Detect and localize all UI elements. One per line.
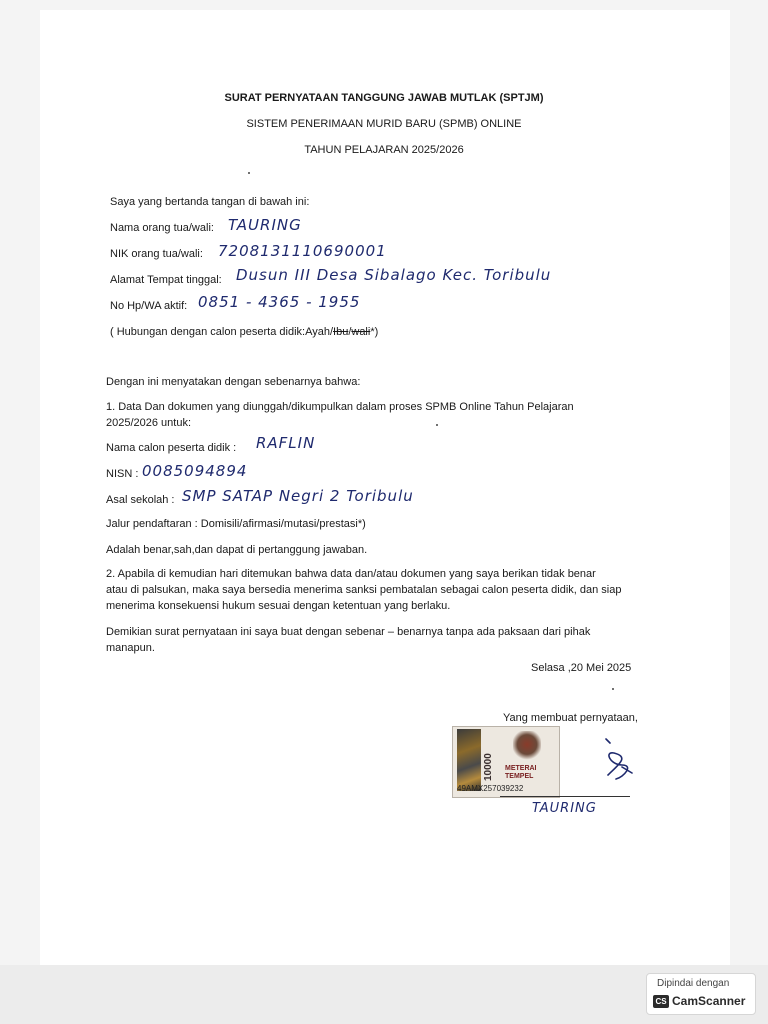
document-system: SISTEM PENERIMAAN MURID BARU (SPMB) ONLINE [246,118,522,130]
point2-line1: 2. Apabila di kemudian hari ditemukan bahwa data dan/atau dokumen yang saya berikan tidak benar [106,568,596,580]
scan-speck [248,172,250,174]
point2-line2: atau di palsukan, maka saya bersedia menerima sanksi pembatalan sebagai calon peserta didik, dan siap [106,584,622,596]
camscanner-badge [646,973,756,1015]
nisn-value: 0085094894 [142,462,248,480]
intro-text: Saya yang bertanda tangan di bawah ini: [110,196,310,208]
maker-label: Yang membuat pernyataan, [503,712,638,724]
address-label: Alamat Tempat tinggal: [110,274,222,286]
stamp-label-line2: TEMPEL [505,773,534,780]
document-title: SURAT PERNYATAAN TANGGUNG JAWAB MUTLAK (SPTJM) [224,92,544,104]
parent-nik-label: NIK orang tua/wali: [110,248,203,260]
signer-name: TAURING [532,801,597,816]
point1-line2: 2025/2026 untuk: [106,417,192,429]
relation-suffix: *) [370,326,379,338]
relation-struck-guardian: wali [351,326,371,338]
student-name-label: Nama calon peserta didik : [106,442,237,454]
scanner-brand: CamScanner [672,994,746,1008]
signature-icon [600,735,640,783]
parent-nik-value: 7208131110690001 [218,242,387,260]
stamp-label-line1: METERAI [505,765,537,772]
relation-separator: / [348,326,352,338]
relation-prefix: ( Hubungan dengan calon peserta didik:Ayah/ [110,326,334,338]
meterai-stamp [452,726,560,798]
relation-line [110,326,378,338]
nisn-label: NISN : [106,468,139,480]
stamp-value: 10000 [483,753,494,781]
school-value: SMP SATAP Negri 2 Toribulu [182,487,414,505]
letter-date: Selasa ,20 Mei 2025 [531,662,632,674]
signature-line [500,796,630,797]
stamp-hologram [457,729,481,791]
camscanner-logo-icon: CS [653,995,669,1008]
point2-line3: menerima konsekuensi hukum sesuai dengan ketentuan yang berlaku. [106,600,451,612]
scan-speck [436,424,438,426]
relation-struck-mother: Ibu [333,326,349,338]
parent-name-value: TAURING [228,216,302,234]
document-year: TAHUN PELAJARAN 2025/2026 [304,144,464,156]
garuda-emblem-icon [513,731,541,761]
stamp-label [505,765,537,781]
scanner-caption: Dipindai dengan [657,978,730,989]
final-line1: Demikian surat pernyataan ini saya buat dengan sebenar – benarnya tanpa ada paksaan dari pihak [106,626,591,638]
validity-line: Adalah benar,sah,dan dapat di pertanggung jawaban. [106,544,368,556]
final-line2: manapun. [106,642,155,654]
student-name-value: RAFLIN [256,434,316,452]
stamp-serial: 49AMX257039232 [457,784,524,793]
address-value: Dusun III Desa Sibalago Kec. Toribulu [236,266,552,284]
point1-line1: 1. Data Dan dokumen yang diunggah/dikumpulkan dalam proses SPMB Online Tahun Pelajaran [106,401,574,413]
route-line: Jalur pendaftaran : Domisili/afirmasi/mutasi/prestasi*) [106,518,366,530]
scan-speck [612,688,614,690]
phone-label: No Hp/WA aktif: [110,300,188,312]
parent-name-label: Nama orang tua/wali: [110,222,214,234]
phone-value: 0851 - 4365 - 1955 [198,293,361,311]
school-label: Asal sekolah : [106,494,175,506]
statement-intro: Dengan ini menyatakan dengan sebenarnya bahwa: [106,376,361,388]
